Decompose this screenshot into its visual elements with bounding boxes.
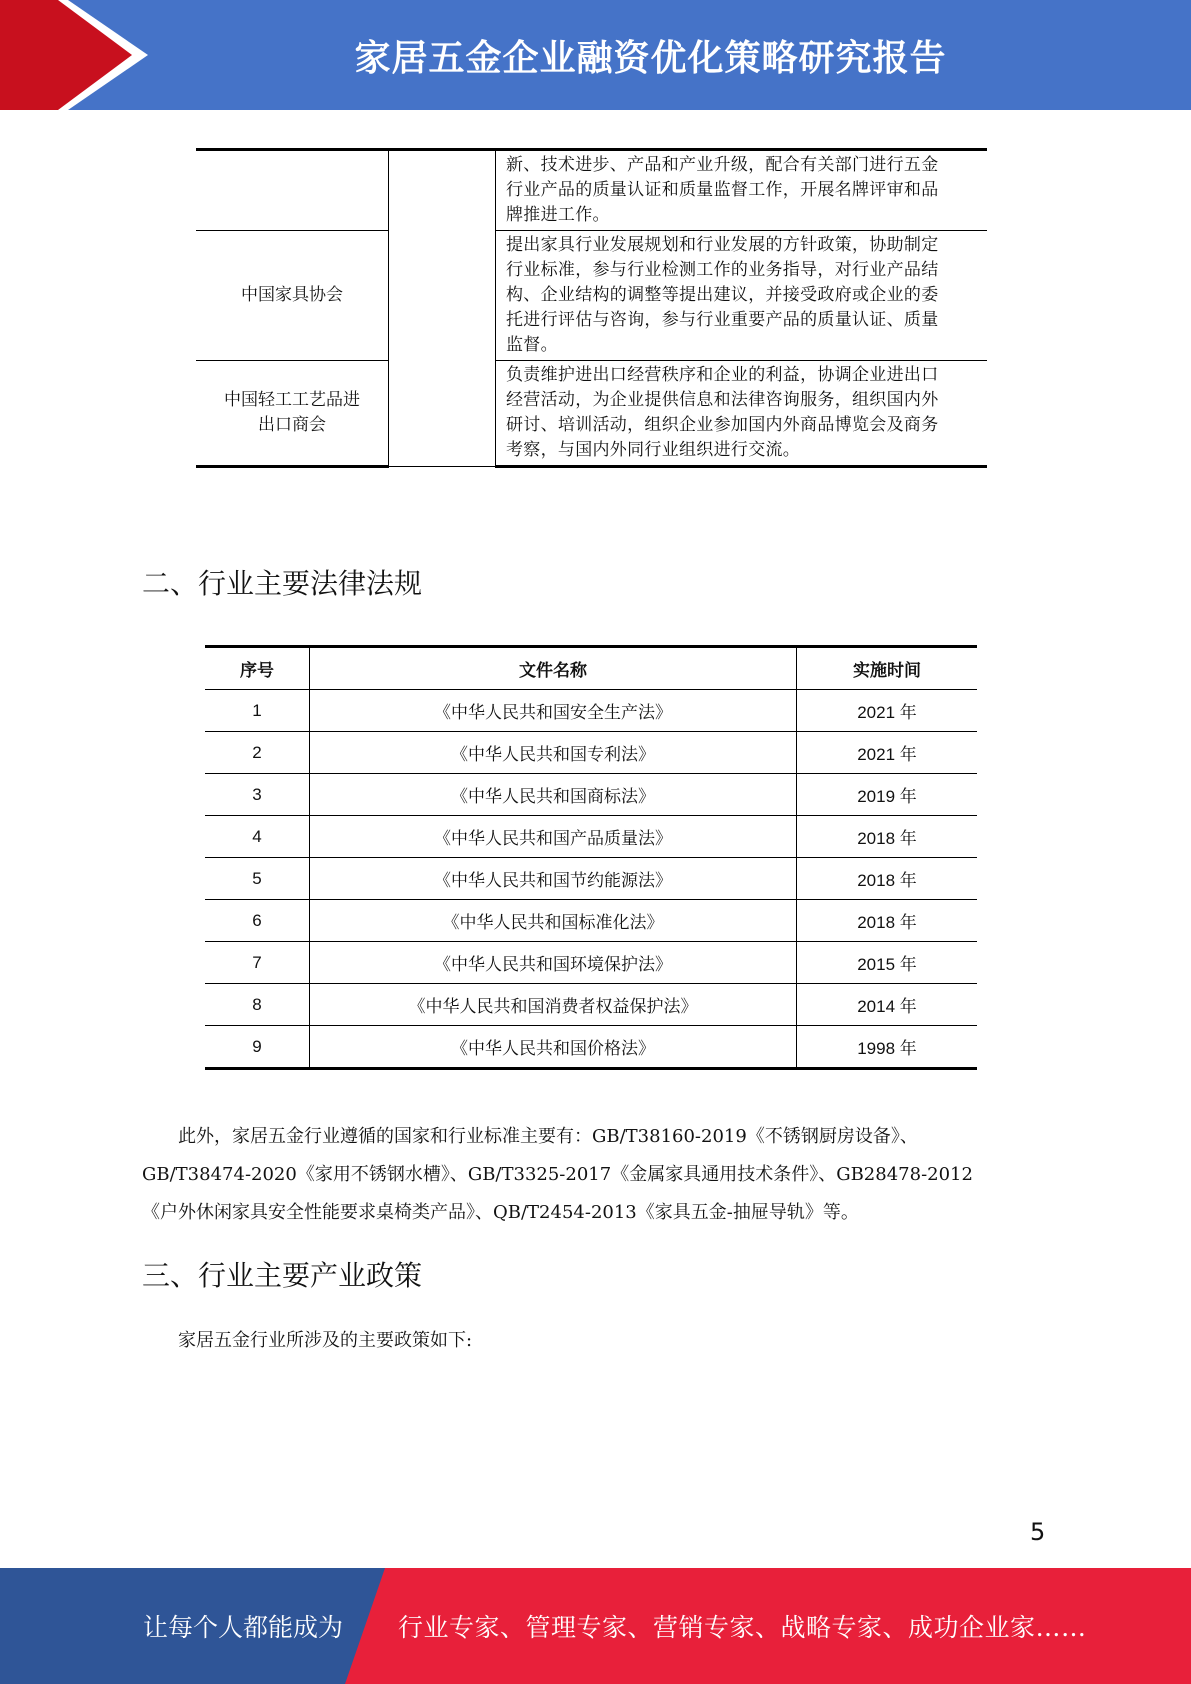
table-row [196, 231, 987, 361]
effective-year-cell: 1998 年 [797, 1026, 978, 1069]
row-number-cell: 8 [205, 984, 310, 1026]
row-number-cell: 9 [205, 1026, 310, 1069]
section-heading-laws: 二、行业主要法律法规 [142, 567, 423, 600]
table-row [205, 816, 977, 858]
chevron-arrow-icon [0, 0, 150, 110]
org-name-cell: 中国家具协会 [196, 231, 389, 361]
org-desc-cell: 提出家具行业发展规划和行业发展的方针政策，协助制定 行业标准，参与行业检测工作的业务指导，对行业产品结 构、企业结构的调整等提出建议，并接受政府或企业的委 托进行评估与咨询，参与行业重要产品的质量认证、质量 监督。 [496, 231, 988, 361]
document-name-cell: 《中华人民共和国节约能源法》 [310, 858, 797, 900]
effective-year-cell: 2014 年 [797, 984, 978, 1026]
row-number-cell: 7 [205, 942, 310, 984]
effective-year-cell: 2021 年 [797, 690, 978, 732]
document-name-cell: 《中华人民共和国商标法》 [310, 774, 797, 816]
effective-year-cell: 2018 年 [797, 816, 978, 858]
row-number-cell: 4 [205, 816, 310, 858]
effective-year-cell: 2018 年 [797, 900, 978, 942]
document-name-cell: 《中华人民共和国价格法》 [310, 1026, 797, 1069]
row-number-cell: 3 [205, 774, 310, 816]
document-name-cell: 《中华人民共和国环境保护法》 [310, 942, 797, 984]
row-number-cell: 6 [205, 900, 310, 942]
table-row [205, 690, 977, 732]
table-row [196, 361, 987, 467]
column-header: 序号 [205, 647, 310, 690]
row-number-cell: 1 [205, 690, 310, 732]
org-type-cell [389, 150, 496, 467]
column-header: 文件名称 [310, 647, 797, 690]
table-row [205, 774, 977, 816]
document-name-cell: 《中华人民共和国产品质量法》 [310, 816, 797, 858]
footer-slogan-right: 行业专家、管理专家、营销专家、战略专家、成功企业家…… [398, 1613, 1087, 1642]
table-row [205, 942, 977, 984]
footer-slogan-left: 让每个人都能成为 [143, 1613, 344, 1642]
document-name-cell: 《中华人民共和国专利法》 [310, 732, 797, 774]
standards-paragraph: 此外，家居五金行业遵循的国家和行业标准主要有：GB/T38160-2019《不锈钢厨房设备》、 GB/T38474-2020《家用不锈钢水槽》、GB/T3325-2017《金属家具通用技术条件》、GB28478-2012 《户外休闲家具安全性能要求桌椅类产品》、QB/T2454-2013《家具五金-抽屉导轨》等。 [142, 1126, 973, 1223]
table-row [205, 858, 977, 900]
row-number-cell: 2 [205, 732, 310, 774]
section-heading-policies: 三、行业主要产业政策 [142, 1259, 423, 1292]
effective-year-cell: 2015 年 [797, 942, 978, 984]
org-name-cell [196, 150, 389, 231]
org-desc-cell: 负责维护进出口经营秩序和企业的利益，协调企业进出口 经营活动，为企业提供信息和法律咨询服务，组织国内外 研讨、培训活动，组织企业参加国内外商品博览会及商务 考察，与国内外同行业组织进行交流。 [496, 361, 988, 467]
header-banner [0, 0, 1191, 110]
industry-org-table [196, 148, 987, 468]
page-number: 5 [1030, 1518, 1046, 1546]
document-name-cell: 《中华人民共和国安全生产法》 [310, 690, 797, 732]
table-row [205, 900, 977, 942]
table-row [205, 984, 977, 1026]
table-row [196, 150, 987, 231]
effective-year-cell: 2019 年 [797, 774, 978, 816]
document-name-cell: 《中华人民共和国标准化法》 [310, 900, 797, 942]
row-number-cell: 5 [205, 858, 310, 900]
table-row [205, 732, 977, 774]
report-title: 家居五金企业融资优化策略研究报告 [354, 37, 947, 79]
document-name-cell: 《中华人民共和国消费者权益保护法》 [310, 984, 797, 1026]
effective-year-cell: 2018 年 [797, 858, 978, 900]
table-header-row [205, 647, 977, 690]
effective-year-cell: 2021 年 [797, 732, 978, 774]
policies-intro: 家居五金行业所涉及的主要政策如下: [142, 1330, 473, 1351]
footer-banner [0, 1568, 1191, 1684]
laws-table [205, 645, 977, 1070]
table-row [205, 1026, 977, 1069]
org-desc-cell: 新、技术进步、产品和产业升级，配合有关部门进行五金 行业产品的质量认证和质量监督工作，开展名牌评审和品 牌推进工作。 [496, 150, 988, 231]
org-name-cell: 中国轻工工艺品进 出口商会 [196, 361, 389, 467]
column-header: 实施时间 [797, 647, 978, 690]
